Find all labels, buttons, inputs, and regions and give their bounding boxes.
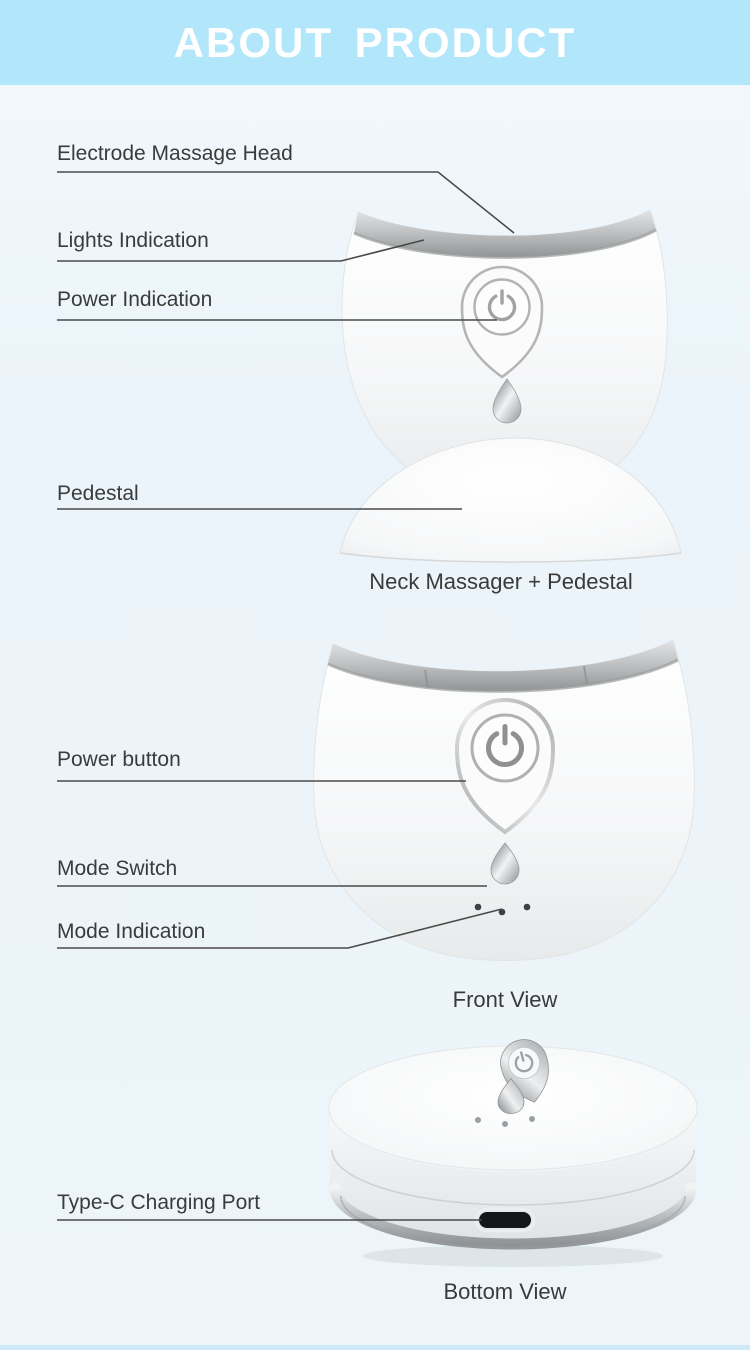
label-type-c-charging-port: Type-C Charging Port bbox=[57, 1191, 261, 1214]
footer-strip bbox=[0, 1345, 750, 1350]
caption-neck-massager-pedestal: Neck Massager + Pedestal bbox=[369, 569, 633, 594]
page-title: ABOUT PRODUCT bbox=[173, 18, 577, 66]
caption-front-view: Front View bbox=[452, 987, 558, 1012]
illustration-bottom-view bbox=[315, 1030, 711, 1280]
label-power-button: Power button bbox=[57, 748, 181, 771]
pedestal-dome bbox=[340, 438, 681, 562]
header-banner bbox=[0, 0, 750, 85]
illustration-neck-massager-pedestal bbox=[330, 185, 702, 577]
label-lights-indication: Lights Indication bbox=[57, 229, 209, 252]
caption-bottom-view: Bottom View bbox=[443, 1279, 567, 1304]
label-electrode-massage-head: Electrode Massage Head bbox=[57, 142, 293, 165]
label-mode-switch: Mode Switch bbox=[57, 857, 178, 880]
illustration-front-view bbox=[305, 630, 705, 975]
label-pedestal: Pedestal bbox=[57, 482, 139, 505]
label-power-indication: Power Indication bbox=[57, 288, 213, 311]
label-mode-indication: Mode Indication bbox=[57, 920, 206, 943]
